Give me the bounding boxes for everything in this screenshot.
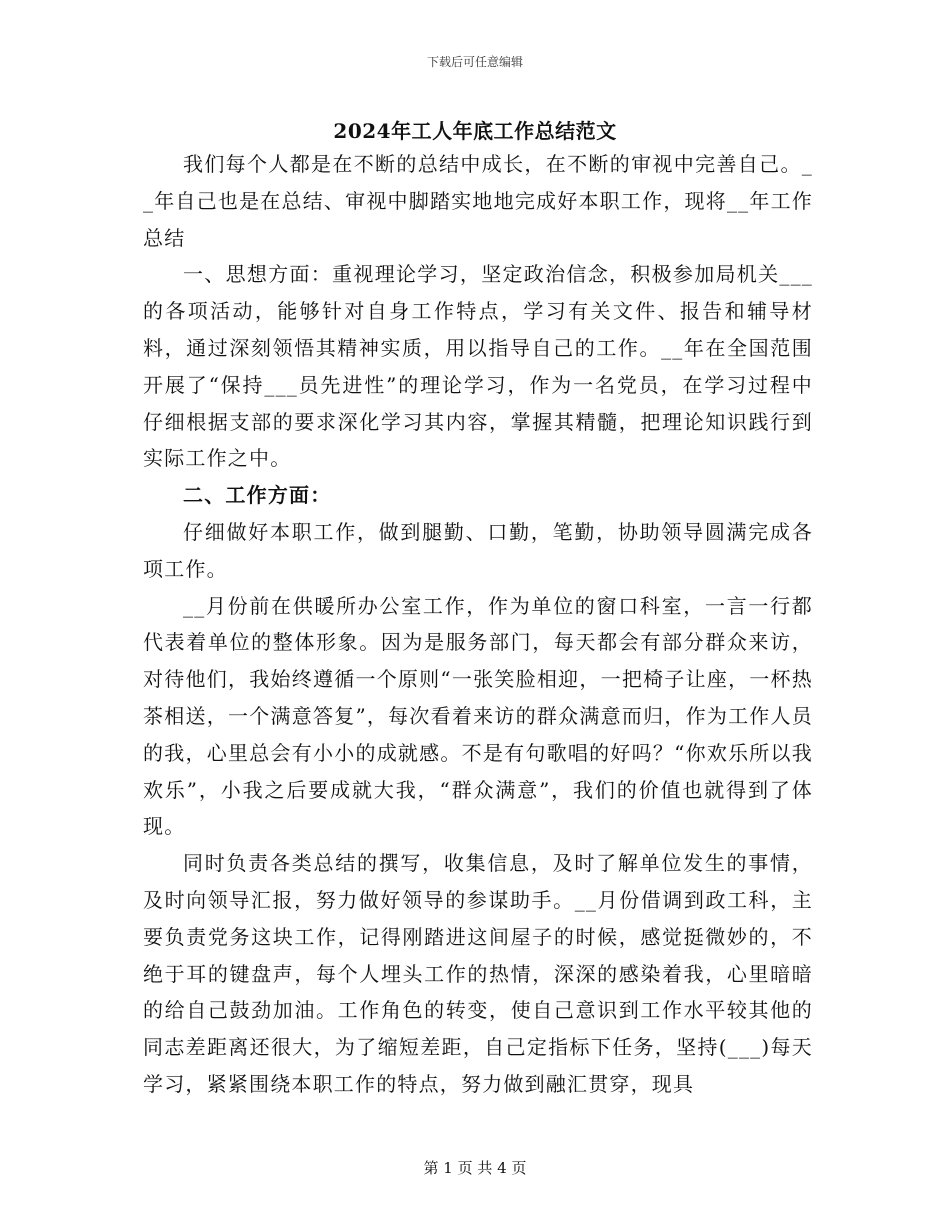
section-heading-work: 二、工作方面： (183, 483, 332, 508)
document-title: 2024年工人年底工作总结范文 (333, 119, 617, 143)
paragraph-ideology: 一、思想方面：重视理论学习，坚定政治信念，积极参加局机关___的各项活动，能够针对自身工作特点，学习有关文件、报告和辅导材料，通过深刻领悟其精神实质，用以指导自己的工作。__年在全国范围开展了“保持___员先进性”的理论学习，作为一名党员，在学习过程中仔细根据支部的要求深化学习其内容，掌握其精髓，把理论知识践行到实际工作之中。 (143, 262, 813, 471)
page-header: 下载后可任意编辑 (426, 55, 523, 69)
paragraph-intro: 我们每个人都是在不断的总结中成长，在不断的审视中完善自己。__年自己也是在总结、审视中脚踏实地地完成好本职工作，现将__年工作总结 (143, 152, 813, 250)
paragraph-office-work: __月份前在供暖所办公室工作，作为单位的窗口科室，一言一行都代表着单位的整体形象。因为是服务部门，每天都会有部分群众来访，对待他们，我始终遵循一个原则“一张笑脸相迎，一把椅子让座，一杯热茶相送，一个满意答复”，每次看着来访的群众满意而归，作为工作人员的我，心里总会有小小的成就感。不是有句歌唱的好吗？“你欢乐所以我欢乐”，小我之后要成就大我，“群众满意”，我们的价值也就得到了体现。 (143, 593, 813, 839)
document-body (143, 146, 813, 1103)
paragraph-summary-writing: 同时负责各类总结的撰写，收集信息，及时了解单位发生的事情，及时向领导汇报，努力做好领导的参谋助手。__月份借调到政工科，主要负责党务这块工作，记得刚踏进这间屋子的时候，感觉挺微妙的，不绝于耳的键盘声，每个人埋头工作的热情，深深的感染着我，心里暗暗的给自己鼓劲加油。工作角色的转变，使自己意识到工作水平较其他的同志差距离还很大，为了缩短差距，自己定指标下任务，坚持(___)每天学习，紧紧围绕本职工作的特点，努力做到融汇贯穿，现具 (143, 851, 813, 1096)
page-footer: 第 1 页 共 4 页 (423, 1159, 527, 1177)
paragraph-diligence: 仔细做好本职工作，做到腿勤、口勤，笔勤，协助领导圆满完成各项工作。 (143, 519, 813, 581)
